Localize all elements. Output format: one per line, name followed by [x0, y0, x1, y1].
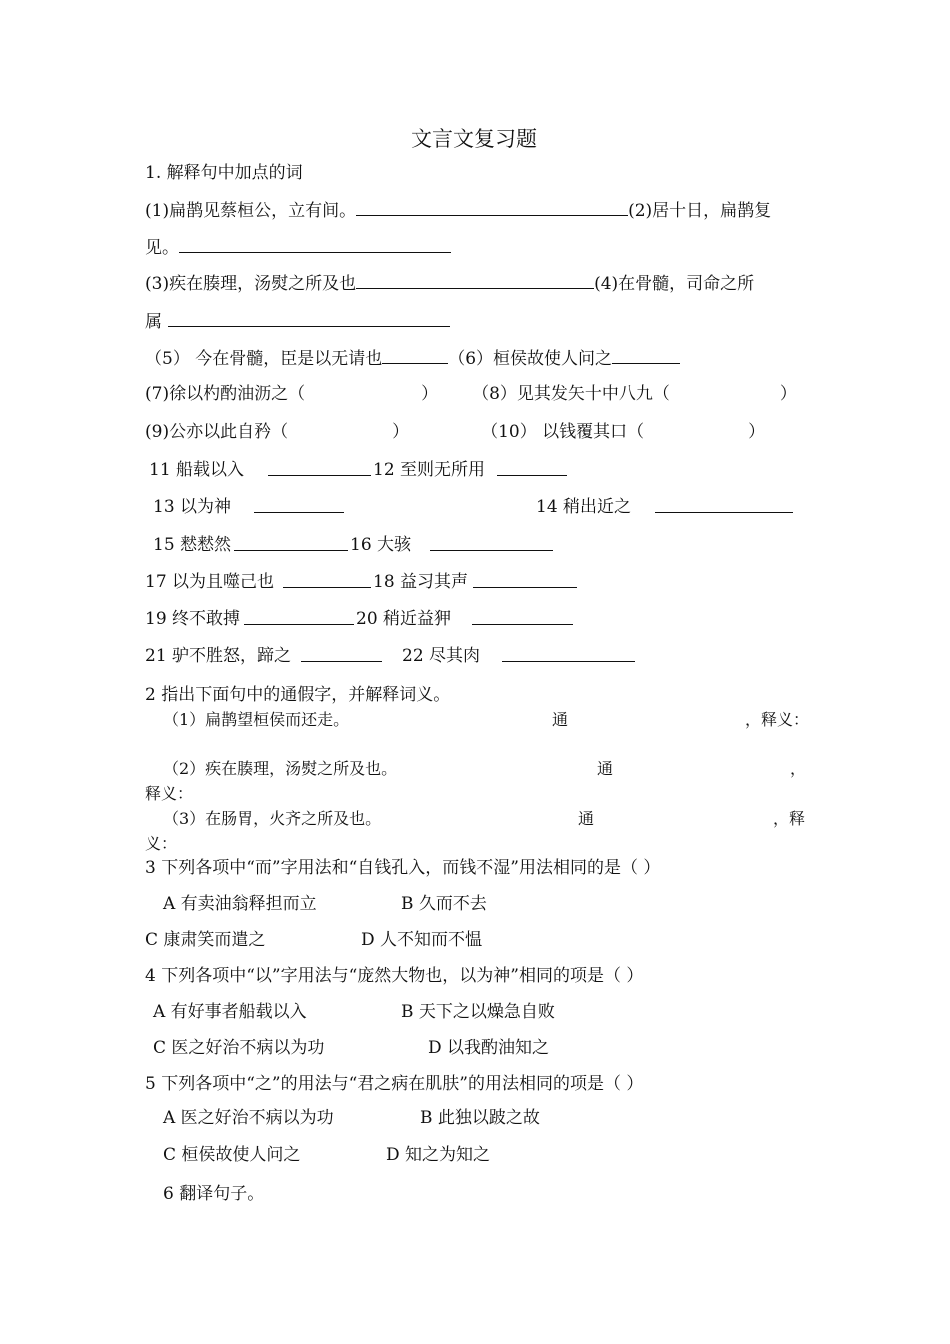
q5-option-d[interactable]: D 知之为知之 — [386, 1145, 491, 1165]
q4-option-b[interactable]: B 天下之以燥急自败 — [401, 1002, 555, 1022]
answer-blank[interactable] — [430, 534, 553, 557]
q4-option-d[interactable]: D 以我酌油知之 — [428, 1038, 550, 1058]
q1-heading: 1. 解释句中加点的词 — [145, 163, 303, 183]
q3-option-a[interactable]: A 有卖油翁释担而立 — [163, 894, 317, 914]
answer-blank[interactable] — [356, 272, 594, 289]
q1-line-2 — [145, 236, 451, 259]
q1-item-4: (4)在骨髓，司命之所 — [594, 274, 755, 294]
answer-blank[interactable] — [356, 199, 628, 216]
q1-item-5: （5） 今在骨髓，臣是以无请也 — [145, 349, 383, 369]
answer-blank[interactable] — [283, 571, 371, 594]
q2-sentence-1: （1）扁鹊望桓侯而还走。 — [163, 710, 350, 729]
q4-option-c[interactable]: C 医之好治不病以为功 — [153, 1038, 325, 1058]
q1-item-2-cont: 见。 — [145, 238, 179, 258]
answer-blank[interactable] — [472, 608, 573, 631]
q3-option-d[interactable]: D 人不知而不愠 — [361, 930, 483, 950]
answer-blank[interactable] — [382, 347, 448, 364]
q1-line-5 — [145, 347, 680, 370]
q4-option-a[interactable]: A 有好事者船载以入 — [153, 1002, 307, 1022]
q2-meaning-label-3b: 义： — [145, 834, 178, 853]
answer-blank[interactable] — [168, 310, 450, 327]
q2-meaning-label-2: 释义： — [145, 784, 194, 803]
answer-blank[interactable] — [497, 459, 567, 482]
q2-sentence-2: （2）疾在腠理，汤熨之所及也。 — [163, 759, 398, 778]
q5-stem: 5 下列各项中“之”的用法与“君之病在肌肤”的用法相同的项是（ ） — [145, 1074, 644, 1094]
answer-blank[interactable] — [254, 496, 344, 519]
q2-comma-2: ， — [790, 759, 807, 778]
q3-option-b[interactable]: B 久而不去 — [401, 894, 487, 914]
q1-item-13: 13 以为神 — [153, 497, 232, 517]
q1-item-4-cont: 属 — [145, 312, 162, 332]
q1-line-3 — [145, 272, 754, 295]
answer-blank[interactable] — [502, 645, 635, 668]
q1-line-4 — [145, 310, 450, 333]
q2-heading: 2 指出下面句中的通假字，并解释词义。 — [145, 685, 451, 705]
q1-item-22: 22 尽其肉 — [402, 646, 481, 666]
q2-meaning-label-1: ，释义： — [745, 710, 810, 729]
q1-item-8: （8）见其发矢十中八九（ — [472, 384, 670, 404]
q1-line-6 — [145, 383, 797, 405]
answer-blank[interactable] — [179, 236, 451, 253]
q6-heading: 6 翻译句子。 — [163, 1184, 265, 1204]
q2-tong-3: 通 — [578, 809, 595, 828]
q1-item-21: 21 驴不胜怒，蹄之 — [145, 646, 292, 666]
q1-item-19: 19 终不敢搏 — [145, 609, 241, 629]
q1-item-2: (2)居十日，扁鹊复 — [628, 201, 772, 221]
q1-item-14: 14 稍出近之 — [536, 497, 632, 517]
q2-meaning-label-3a: ，释 — [773, 809, 806, 828]
q1-item-20: 20 稍近益狎 — [356, 609, 452, 629]
q1-item-11: 11 船载以入 — [149, 460, 245, 480]
q3-option-c[interactable]: C 康肃笑而遣之 — [145, 930, 266, 950]
q5-option-a[interactable]: A 医之好治不病以为功 — [163, 1108, 334, 1128]
page-title: 文言文复习题 — [411, 127, 537, 151]
q1-item-17: 17 以为且噬己也 — [145, 572, 275, 592]
q2-tong-1: 通 — [552, 710, 569, 729]
answer-blank[interactable] — [301, 645, 382, 668]
paren-close: ） — [748, 422, 766, 442]
q2-tong-2: 通 — [597, 759, 614, 778]
q1-item-18: 18 益习其声 — [373, 572, 469, 592]
q1-line-7 — [145, 421, 765, 443]
q5-option-c[interactable]: C 桓侯故使人问之 — [163, 1145, 301, 1165]
q2-sentence-3: （3）在肠胃，火齐之所及也。 — [163, 809, 382, 828]
paren-close: ） — [421, 384, 439, 404]
answer-blank[interactable] — [473, 571, 577, 594]
q5-option-b[interactable]: B 此独以跛之故 — [420, 1108, 540, 1128]
q1-line-1 — [145, 199, 771, 222]
q1-item-3: (3)疾在腠理，汤熨之所及也 — [145, 274, 357, 294]
answer-blank[interactable] — [244, 608, 354, 631]
q1-item-15: 15 慭慭然 — [153, 535, 232, 555]
q1-item-16: 16 大骇 — [350, 535, 412, 555]
q4-stem: 4 下列各项中“以”字用法与“庞然大物也，以为神”相同的项是（ ） — [145, 966, 644, 986]
answer-blank[interactable] — [655, 496, 793, 519]
q1-item-1: (1)扁鹊见蔡桓公，立有间。 — [145, 201, 357, 221]
answer-blank[interactable] — [612, 347, 680, 364]
q1-item-7: (7)徐以杓酌油沥之（ — [145, 384, 306, 404]
q3-stem: 3 下列各项中“而”字用法和“自钱孔入，而钱不湿”用法相同的是（ ） — [145, 858, 661, 878]
paren-close: ） — [779, 384, 797, 404]
q1-item-12: 12 至则无所用 — [373, 460, 486, 480]
q1-item-6: （6）桓侯故使人问之 — [448, 349, 613, 369]
q1-item-9: (9)公亦以此自矜（ — [145, 422, 289, 442]
answer-blank[interactable] — [268, 459, 371, 482]
answer-blank[interactable] — [234, 534, 348, 557]
q1-item-10: （10） 以钱覆其口（ — [481, 422, 645, 442]
paren-close: ） — [392, 422, 410, 442]
